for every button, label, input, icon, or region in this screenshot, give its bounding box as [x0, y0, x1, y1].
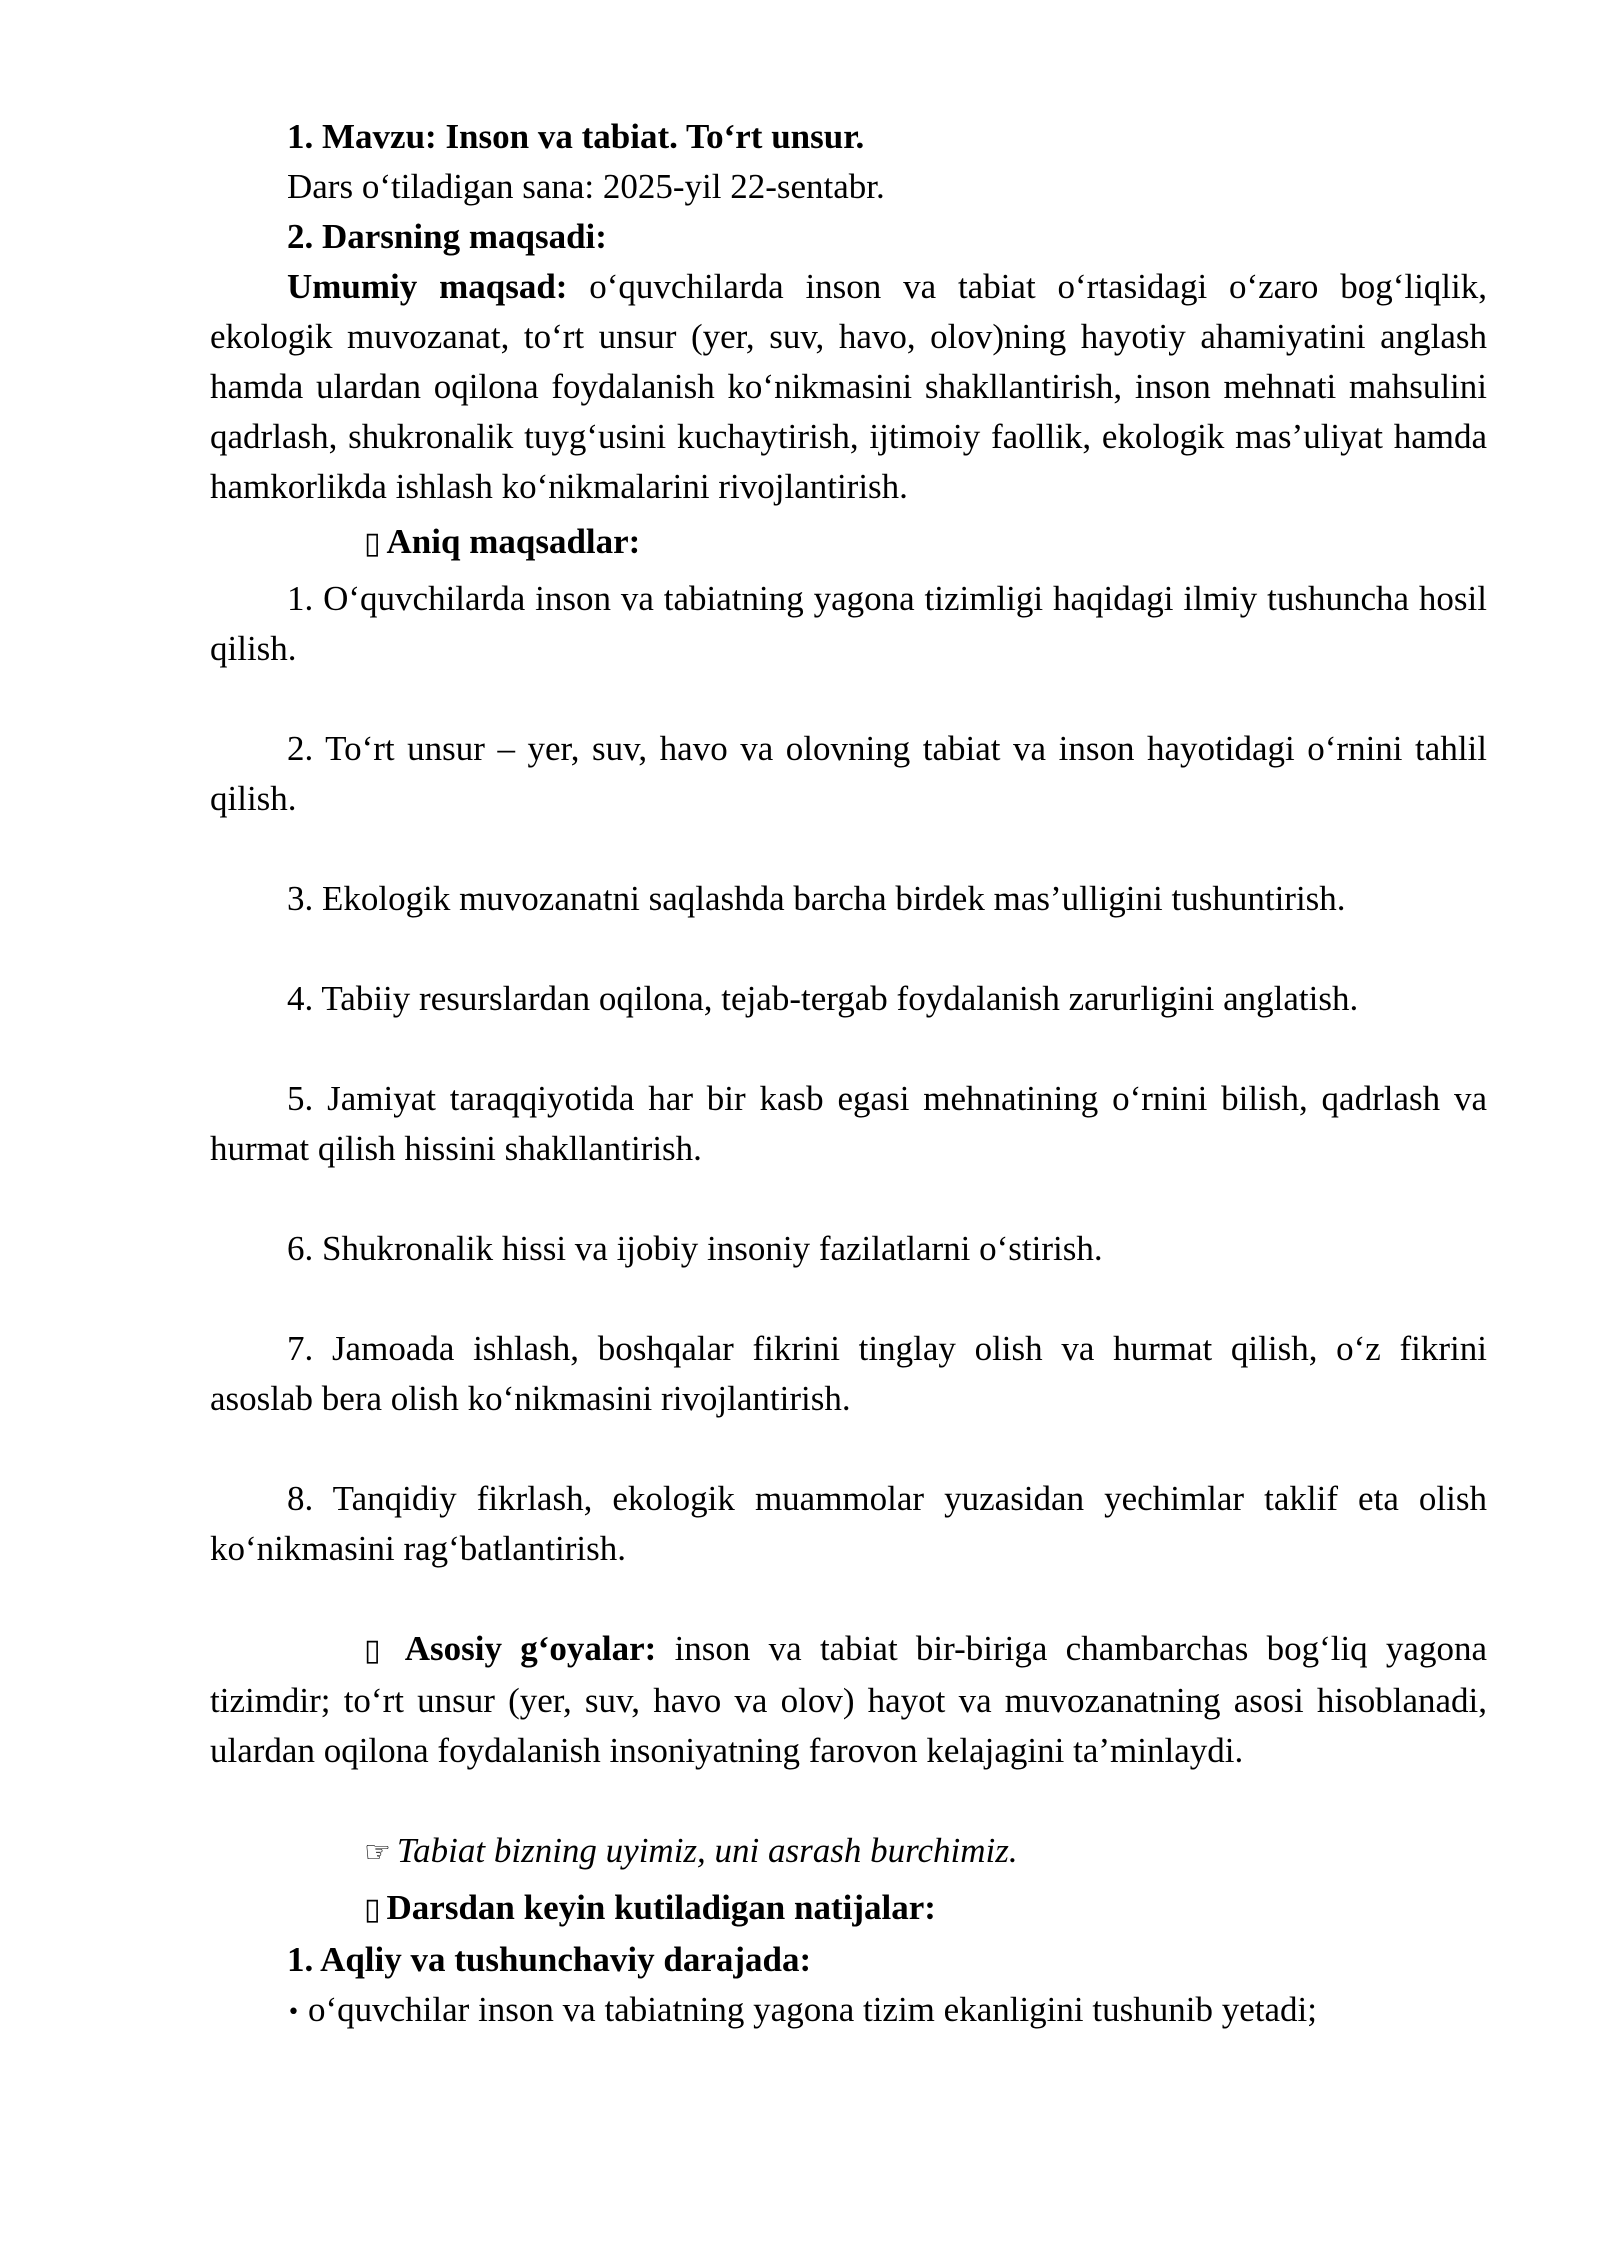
specific-goals-label: Aniq maqsadlar:: [386, 522, 641, 561]
level-heading: 1. Aqliy va tushunchaviy darajada:: [287, 1940, 812, 1979]
pointing-hand-icon: ☞: [364, 1835, 391, 1870]
specific-goal-item: 5. Jamiyat taraqqiyotida har bir kasb egasi mehnatining o‘rnini bilish, qadrlash va hurmat qilish hissini shakllantirish.: [210, 1079, 1487, 1168]
lesson-date: Dars o‘tiladigan sana: 2025-yil 22-sentabr.: [287, 167, 885, 206]
motto-text: Tabiat bizning uyimiz, uni asrash burchimiz.: [396, 1831, 1018, 1870]
missing-glyph-icon: ▯: [364, 1892, 381, 1927]
expected-results-label: Darsdan keyin kutiladigan natijalar:: [386, 1888, 936, 1927]
missing-glyph-icon: ▯: [364, 526, 381, 561]
specific-goals-heading: [210, 517, 1487, 569]
list-item: [210, 1985, 1487, 2038]
specific-goal-item: 3. Ekologik muvozanatni saqlashda barcha birdek mas’ulligini tushuntirish.: [287, 879, 1346, 918]
general-goal-paragraph: [210, 262, 1487, 512]
general-goal-text: o‘quvchilarda inson va tabiat o‘rtasidagi o‘zaro bog‘liqlik, ekologik muvozanat, to‘rt unsur (yer, suv, havo, olov)ning hayotiy ahamiyatini anglash hamda ulardan oqilona foydalanish ko‘nikmasini shakllantirish, inson mehnati mahsulini qadrlash, shukronalik tuyg‘usini kuchaytirish, ijtimoiy faollik, ekologik mas’uliyat hamda hamkorlikda ishlash ko‘nikmalarini rivojlantirish.: [210, 267, 1487, 506]
bullet-icon: •: [287, 1999, 300, 2025]
specific-goal-item: 1. O‘quvchilarda inson va tabiatning yagona tizimligi haqidagi ilmiy tushuncha hosil qilish.: [210, 579, 1487, 668]
general-goal-label: Umumiy maqsad:: [287, 267, 568, 306]
expected-results-heading: [210, 1883, 1487, 1935]
specific-goal-item: 6. Shukronalik hissi va ijobiy insoniy fazilatlarni o‘stirish.: [287, 1229, 1103, 1268]
topic-heading: 1. Mavzu: Inson va tabiat. To‘rt unsur.: [287, 117, 865, 156]
missing-glyph-icon: ▯: [364, 1633, 381, 1668]
document-page: [210, 112, 1487, 2038]
goals-heading: 2. Darsning maqsadi:: [287, 217, 607, 256]
specific-goal-item: 4. Tabiiy resurslardan oqilona, tejab-tergab foydalanish zarurligini anglatish.: [287, 979, 1359, 1018]
specific-goal-item: 2. To‘rt unsur – yer, suv, havo va olovning tabiat va inson hayotidagi o‘rnini tahlil qilish.: [210, 729, 1487, 818]
main-ideas-label: Asosiy g‘oyalar:: [404, 1629, 657, 1668]
list-item-text: o‘quvchilar inson va tabiatning yagona tizim ekanligini tushunib yetadi;: [307, 1990, 1317, 2029]
motto-line: [210, 1826, 1487, 1878]
main-ideas-paragraph: [210, 1624, 1487, 1776]
main-ideas-text: inson va tabiat bir-biriga chambarchas bog‘liq yagona tizimdir; to‘rt unsur (yer, suv, havo va olov) hayot va muvozanatning asosi hisoblanadi, ulardan oqilona foydalanish insoniyatning farovon kelajagini ta’minlaydi.: [210, 1629, 1487, 1770]
specific-goal-item: 7. Jamoada ishlash, boshqalar fikrini tinglay olish va hurmat qilish, o‘z fikrini asoslab bera olish ko‘nikmasini rivojlantirish.: [210, 1329, 1487, 1418]
specific-goal-item: 8. Tanqidiy fikrlash, ekologik muammolar yuzasidan yechimlar taklif eta olish ko‘nikmasini rag‘batlantirish.: [210, 1479, 1487, 1568]
